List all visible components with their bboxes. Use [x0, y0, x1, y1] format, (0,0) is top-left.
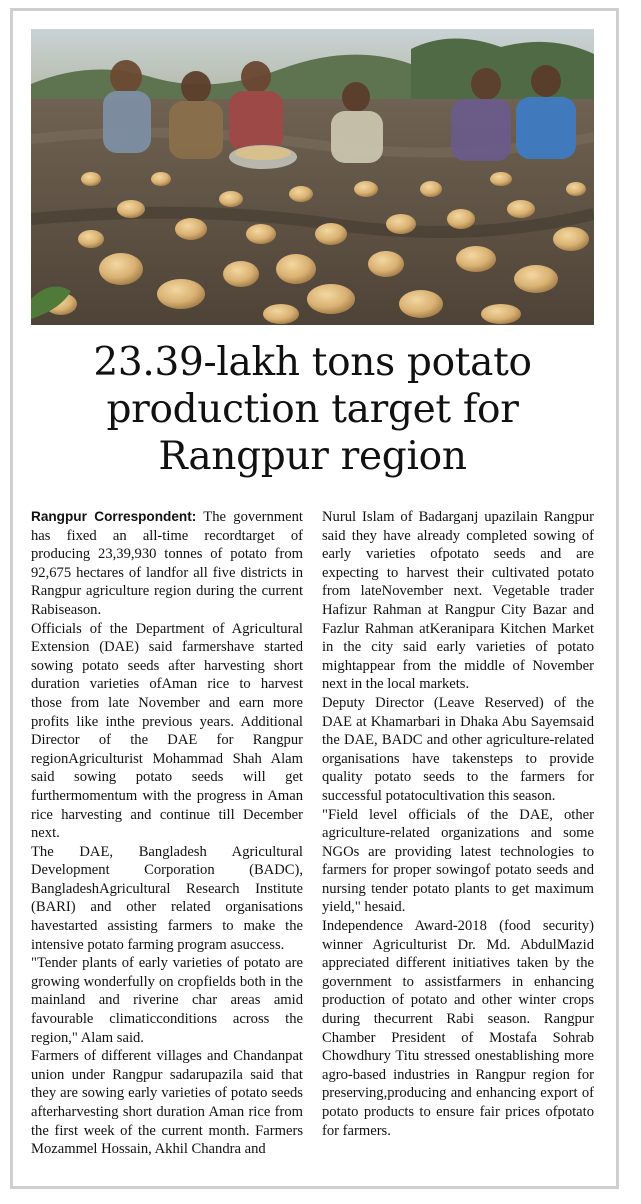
- article-headline: [31, 339, 594, 480]
- article-paragraph: "Tender plants of early varieties of potato are growing wonderfully on cropfields both in the mainland and riverine char areas amid favourable climaticconditions across the region," Alam said.: [31, 955, 303, 1046]
- article-paragraph: [31, 508, 303, 620]
- article-paragraph: Nurul Islam of Badarganj upazilain Rangpur said they have already completed sowing of early varieties ofpotato seeds and are expecting to harvest their cultivated potato from lateNovember next. Vegetable trader Hafizur Rahman at Rangpur City Bazar and Fazlur Rahman atKeranipara Kitchen Market in the city said early varieties of potato mightappear from the middle of November next in the local markets.: [322, 509, 594, 693]
- headline-line-3: Rangpur region: [158, 434, 467, 479]
- article-paragraph: The DAE, Bangladesh Agricultural Development Corporation (BADC), BangladeshAgricultural Research Institute (BARI) and other related organisations havestarted assisting farmers to make the intensive potato farming program asuccess.: [31, 843, 303, 953]
- article-body: [31, 508, 594, 1159]
- article-paragraph: Officials of the Department of Agricultural Extension (DAE) said farmershave started sowing potato seeds after harvesting short duration varieties ofAman rice to harvest those from late November and earn more profits like inthe previous years. Additional Director of the DAE for Rangpur regionAgriculturist Mohammad Shah Alam said sowing potato seeds will get furthermomentum with the progress in Aman rice harvesting and continue till December next.: [31, 620, 303, 842]
- photo-illustration: [31, 29, 594, 325]
- article-paragraph: "Field level officials of the DAE, other agriculture-related organizations and some NGOs are providing latest technologies to farmers for proper sowingof potato seeds and nursing tender potato plants to get maximum yield," hesaid.: [322, 806, 594, 916]
- paragraph-text: The government has fixed an all-time recordtarget of producing 23,39,930 tonnes of potato from 92,675 hectares of landfor all five districts in Rangpur agriculture region during the current Rabiseason.: [31, 509, 303, 618]
- article-frame: [10, 8, 619, 1189]
- article-column-right: [322, 508, 594, 1159]
- headline-line-1: 23.39-lakh tons potato: [93, 340, 532, 385]
- article-paragraph: Farmers of different villages and Chandanpat union under Rangpur sadarupazila said that they are sowing early varieties of potato seeds afterharvesting short duration Aman rice from the first week of the current month. Farmers Mozammel Hossain, Akhil Chandra and: [31, 1048, 303, 1158]
- headline-line-2: production target for: [106, 387, 519, 432]
- farmers-harvesting-potatoes-photo: [31, 29, 594, 325]
- byline: Rangpur Correspondent:: [31, 509, 197, 524]
- article-column-left: [31, 508, 303, 1159]
- article-paragraph: Deputy Director (Leave Reserved) of the DAE at Khamarbari in Dhaka Abu Sayemsaid the DAE, BADC and other agriculture-related organisations have takensteps to provide quality potato seeds to the farmers for successful potatocultivation this season.: [322, 694, 594, 804]
- article-paragraph: Independence Award-2018 (food security) winner Agriculturist Dr. Md. AbdulMazid appreciated different initiatives taken by the government to assistfarmers in enhancing production of potato and other winter crops during thecurrent Rabi season. Rangpur Chamber President of Mostafa Sohrab Chowdhury Titu stressed onestablishing more agro-based industries in Rangpur region for preserving,producing and enhancing export of potato products to ensure fair prices ofpotato for farmers.: [322, 918, 594, 1139]
